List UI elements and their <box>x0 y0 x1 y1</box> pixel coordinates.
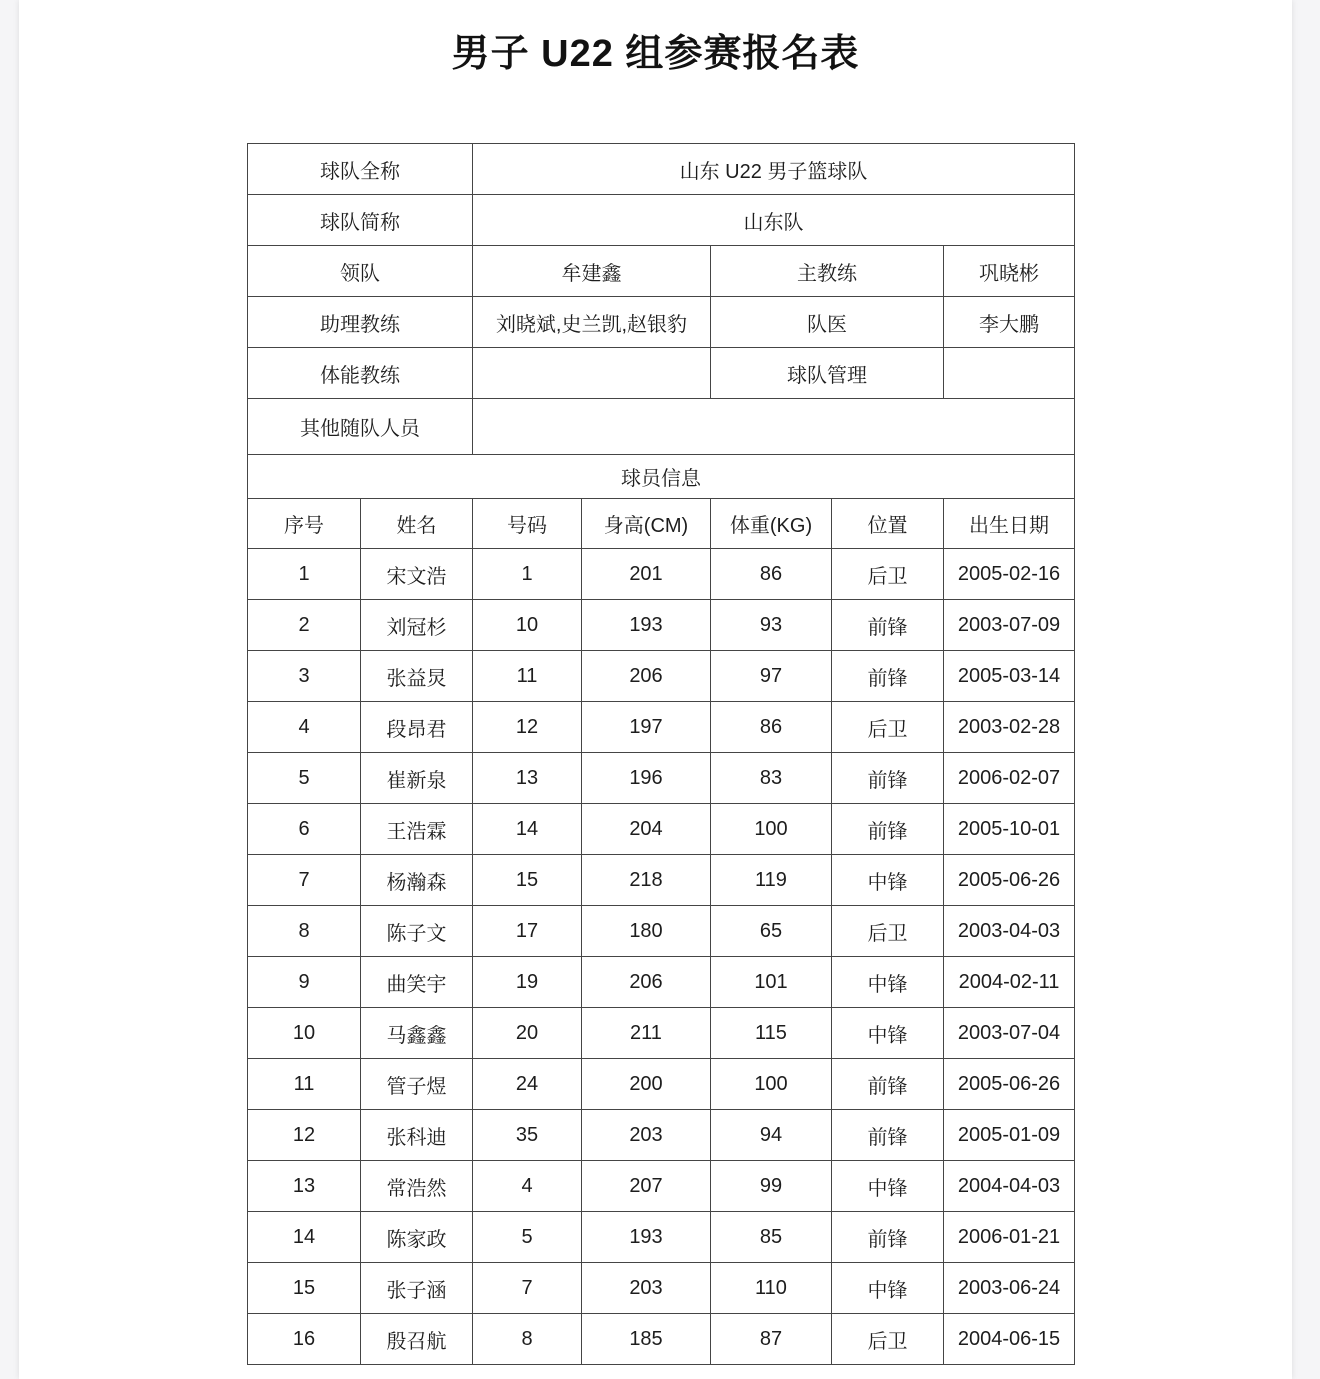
player-cell: 前锋 <box>832 1212 944 1263</box>
player-row <box>248 1314 1075 1365</box>
player-cell: 86 <box>711 702 832 753</box>
team-info-row <box>248 297 1075 348</box>
player-cell: 2003-06-24 <box>944 1263 1075 1314</box>
player-row <box>248 804 1075 855</box>
player-cell: 后卫 <box>832 549 944 600</box>
player-cell: 16 <box>248 1314 361 1365</box>
player-cell: 15 <box>248 1263 361 1314</box>
player-cell: 12 <box>473 702 582 753</box>
player-row <box>248 1059 1075 1110</box>
player-cell: 10 <box>248 1008 361 1059</box>
player-cell: 20 <box>473 1008 582 1059</box>
player-cell: 3 <box>248 651 361 702</box>
player-column-header: 身高(CM) <box>582 499 711 549</box>
player-cell: 前锋 <box>832 753 944 804</box>
player-cell: 前锋 <box>832 1059 944 1110</box>
player-cell: 前锋 <box>832 1110 944 1161</box>
player-cell: 203 <box>582 1263 711 1314</box>
player-cell: 87 <box>711 1314 832 1365</box>
player-cell: 206 <box>582 651 711 702</box>
team-info-label: 球队简称 <box>248 195 473 246</box>
player-cell: 2005-06-26 <box>944 1059 1075 1110</box>
player-cell: 218 <box>582 855 711 906</box>
player-cell: 203 <box>582 1110 711 1161</box>
player-cell: 207 <box>582 1161 711 1212</box>
team-info-value: 李大鹏 <box>944 297 1075 348</box>
player-cell: 8 <box>248 906 361 957</box>
player-cell: 中锋 <box>832 1263 944 1314</box>
player-cell: 4 <box>473 1161 582 1212</box>
team-info-value <box>473 399 1075 455</box>
team-info-row <box>248 246 1075 297</box>
player-column-header: 姓名 <box>361 499 473 549</box>
player-cell: 崔新泉 <box>361 753 473 804</box>
team-info-label: 主教练 <box>711 246 944 297</box>
team-info-label: 体能教练 <box>248 348 473 399</box>
player-cell: 13 <box>473 753 582 804</box>
player-cell: 7 <box>473 1263 582 1314</box>
player-cell: 刘冠杉 <box>361 600 473 651</box>
player-cell: 11 <box>248 1059 361 1110</box>
player-cell: 12 <box>248 1110 361 1161</box>
player-cell: 6 <box>248 804 361 855</box>
player-column-header: 序号 <box>248 499 361 549</box>
player-cell: 193 <box>582 600 711 651</box>
player-cell: 管子煜 <box>361 1059 473 1110</box>
page-title: 男子 U22 组参赛报名表 <box>451 33 860 75</box>
player-cell: 7 <box>248 855 361 906</box>
player-cell: 17 <box>473 906 582 957</box>
player-cell: 83 <box>711 753 832 804</box>
player-cell: 115 <box>711 1008 832 1059</box>
players-section-row <box>248 455 1075 499</box>
player-cell: 陈子文 <box>361 906 473 957</box>
team-info-row <box>248 348 1075 399</box>
player-cell: 张益炅 <box>361 651 473 702</box>
player-row <box>248 753 1075 804</box>
player-cell: 1 <box>248 549 361 600</box>
player-cell: 王浩霖 <box>361 804 473 855</box>
player-cell: 2003-07-04 <box>944 1008 1075 1059</box>
player-cell: 5 <box>473 1212 582 1263</box>
player-cell: 200 <box>582 1059 711 1110</box>
team-info-row <box>248 399 1075 455</box>
player-cell: 2006-02-07 <box>944 753 1075 804</box>
players-body <box>248 549 1075 1365</box>
player-cell: 前锋 <box>832 651 944 702</box>
player-column-header: 出生日期 <box>944 499 1075 549</box>
player-cell: 85 <box>711 1212 832 1263</box>
player-cell: 宋文浩 <box>361 549 473 600</box>
player-cell: 2005-10-01 <box>944 804 1075 855</box>
player-cell: 97 <box>711 651 832 702</box>
team-info-value: 山东队 <box>473 195 1075 246</box>
player-cell: 段昂君 <box>361 702 473 753</box>
team-info-value <box>944 348 1075 399</box>
team-info-value: 巩晓彬 <box>944 246 1075 297</box>
team-info-label: 球队管理 <box>711 348 944 399</box>
player-cell: 93 <box>711 600 832 651</box>
player-cell: 196 <box>582 753 711 804</box>
player-row <box>248 1008 1075 1059</box>
player-row <box>248 1110 1075 1161</box>
player-cell: 张科迪 <box>361 1110 473 1161</box>
player-cell: 204 <box>582 804 711 855</box>
player-cell: 中锋 <box>832 855 944 906</box>
players-header-row <box>248 499 1075 549</box>
team-info-value: 山东 U22 男子篮球队 <box>473 144 1075 195</box>
player-cell: 中锋 <box>832 1008 944 1059</box>
player-cell: 99 <box>711 1161 832 1212</box>
player-cell: 180 <box>582 906 711 957</box>
player-cell: 2005-06-26 <box>944 855 1075 906</box>
player-column-header: 体重(KG) <box>711 499 832 549</box>
player-row <box>248 1212 1075 1263</box>
player-cell: 101 <box>711 957 832 1008</box>
team-info-row <box>248 195 1075 246</box>
player-cell: 陈家政 <box>361 1212 473 1263</box>
player-cell: 65 <box>711 906 832 957</box>
player-cell: 211 <box>582 1008 711 1059</box>
player-cell: 2003-04-03 <box>944 906 1075 957</box>
player-cell: 197 <box>582 702 711 753</box>
player-cell: 2 <box>248 600 361 651</box>
player-cell: 100 <box>711 804 832 855</box>
player-cell: 185 <box>582 1314 711 1365</box>
player-cell: 后卫 <box>832 702 944 753</box>
team-info-value: 刘晓斌,史兰凯,赵银豹 <box>473 297 711 348</box>
player-cell: 2006-01-21 <box>944 1212 1075 1263</box>
player-row <box>248 702 1075 753</box>
team-info-label: 领队 <box>248 246 473 297</box>
player-cell: 86 <box>711 549 832 600</box>
team-info-label: 其他随队人员 <box>248 399 473 455</box>
player-row <box>248 1161 1075 1212</box>
player-cell: 206 <box>582 957 711 1008</box>
player-cell: 1 <box>473 549 582 600</box>
player-cell: 14 <box>248 1212 361 1263</box>
player-cell: 2003-02-28 <box>944 702 1075 753</box>
team-info-label: 球队全称 <box>248 144 473 195</box>
player-cell: 24 <box>473 1059 582 1110</box>
player-cell: 2005-03-14 <box>944 651 1075 702</box>
player-cell: 2005-01-09 <box>944 1110 1075 1161</box>
player-cell: 94 <box>711 1110 832 1161</box>
player-cell: 10 <box>473 600 582 651</box>
player-cell: 119 <box>711 855 832 906</box>
team-info-row <box>248 144 1075 195</box>
player-column-header: 号码 <box>473 499 582 549</box>
player-cell: 前锋 <box>832 600 944 651</box>
player-cell: 15 <box>473 855 582 906</box>
player-row <box>248 600 1075 651</box>
player-cell: 4 <box>248 702 361 753</box>
player-row <box>248 855 1075 906</box>
player-cell: 2004-02-11 <box>944 957 1075 1008</box>
player-row <box>248 957 1075 1008</box>
player-cell: 常浩然 <box>361 1161 473 1212</box>
player-cell: 2004-06-15 <box>944 1314 1075 1365</box>
team-info-label: 助理教练 <box>248 297 473 348</box>
player-cell: 中锋 <box>832 957 944 1008</box>
player-cell: 100 <box>711 1059 832 1110</box>
player-cell: 2004-04-03 <box>944 1161 1075 1212</box>
team-info-body <box>248 144 1075 455</box>
player-cell: 杨瀚森 <box>361 855 473 906</box>
player-cell: 110 <box>711 1263 832 1314</box>
player-cell: 13 <box>248 1161 361 1212</box>
player-cell: 19 <box>473 957 582 1008</box>
player-cell: 2005-02-16 <box>944 549 1075 600</box>
players-header-body <box>248 499 1075 549</box>
document-page <box>19 0 1292 1379</box>
player-cell: 35 <box>473 1110 582 1161</box>
players-section-title: 球员信息 <box>248 455 1075 499</box>
player-cell: 8 <box>473 1314 582 1365</box>
player-cell: 9 <box>248 957 361 1008</box>
player-cell: 11 <box>473 651 582 702</box>
player-row <box>248 1263 1075 1314</box>
player-cell: 殷召航 <box>361 1314 473 1365</box>
player-cell: 曲笑宇 <box>361 957 473 1008</box>
registration-table <box>247 143 1075 1365</box>
player-cell: 5 <box>248 753 361 804</box>
player-row <box>248 651 1075 702</box>
player-cell: 后卫 <box>832 1314 944 1365</box>
player-cell: 马鑫鑫 <box>361 1008 473 1059</box>
player-column-header: 位置 <box>832 499 944 549</box>
player-cell: 前锋 <box>832 804 944 855</box>
player-cell: 中锋 <box>832 1161 944 1212</box>
player-cell: 193 <box>582 1212 711 1263</box>
team-info-label: 队医 <box>711 297 944 348</box>
player-row <box>248 906 1075 957</box>
team-info-value <box>473 348 711 399</box>
player-cell: 2003-07-09 <box>944 600 1075 651</box>
player-cell: 201 <box>582 549 711 600</box>
team-info-value: 牟建鑫 <box>473 246 711 297</box>
player-cell: 张子涵 <box>361 1263 473 1314</box>
player-cell: 后卫 <box>832 906 944 957</box>
player-cell: 14 <box>473 804 582 855</box>
player-row <box>248 549 1075 600</box>
